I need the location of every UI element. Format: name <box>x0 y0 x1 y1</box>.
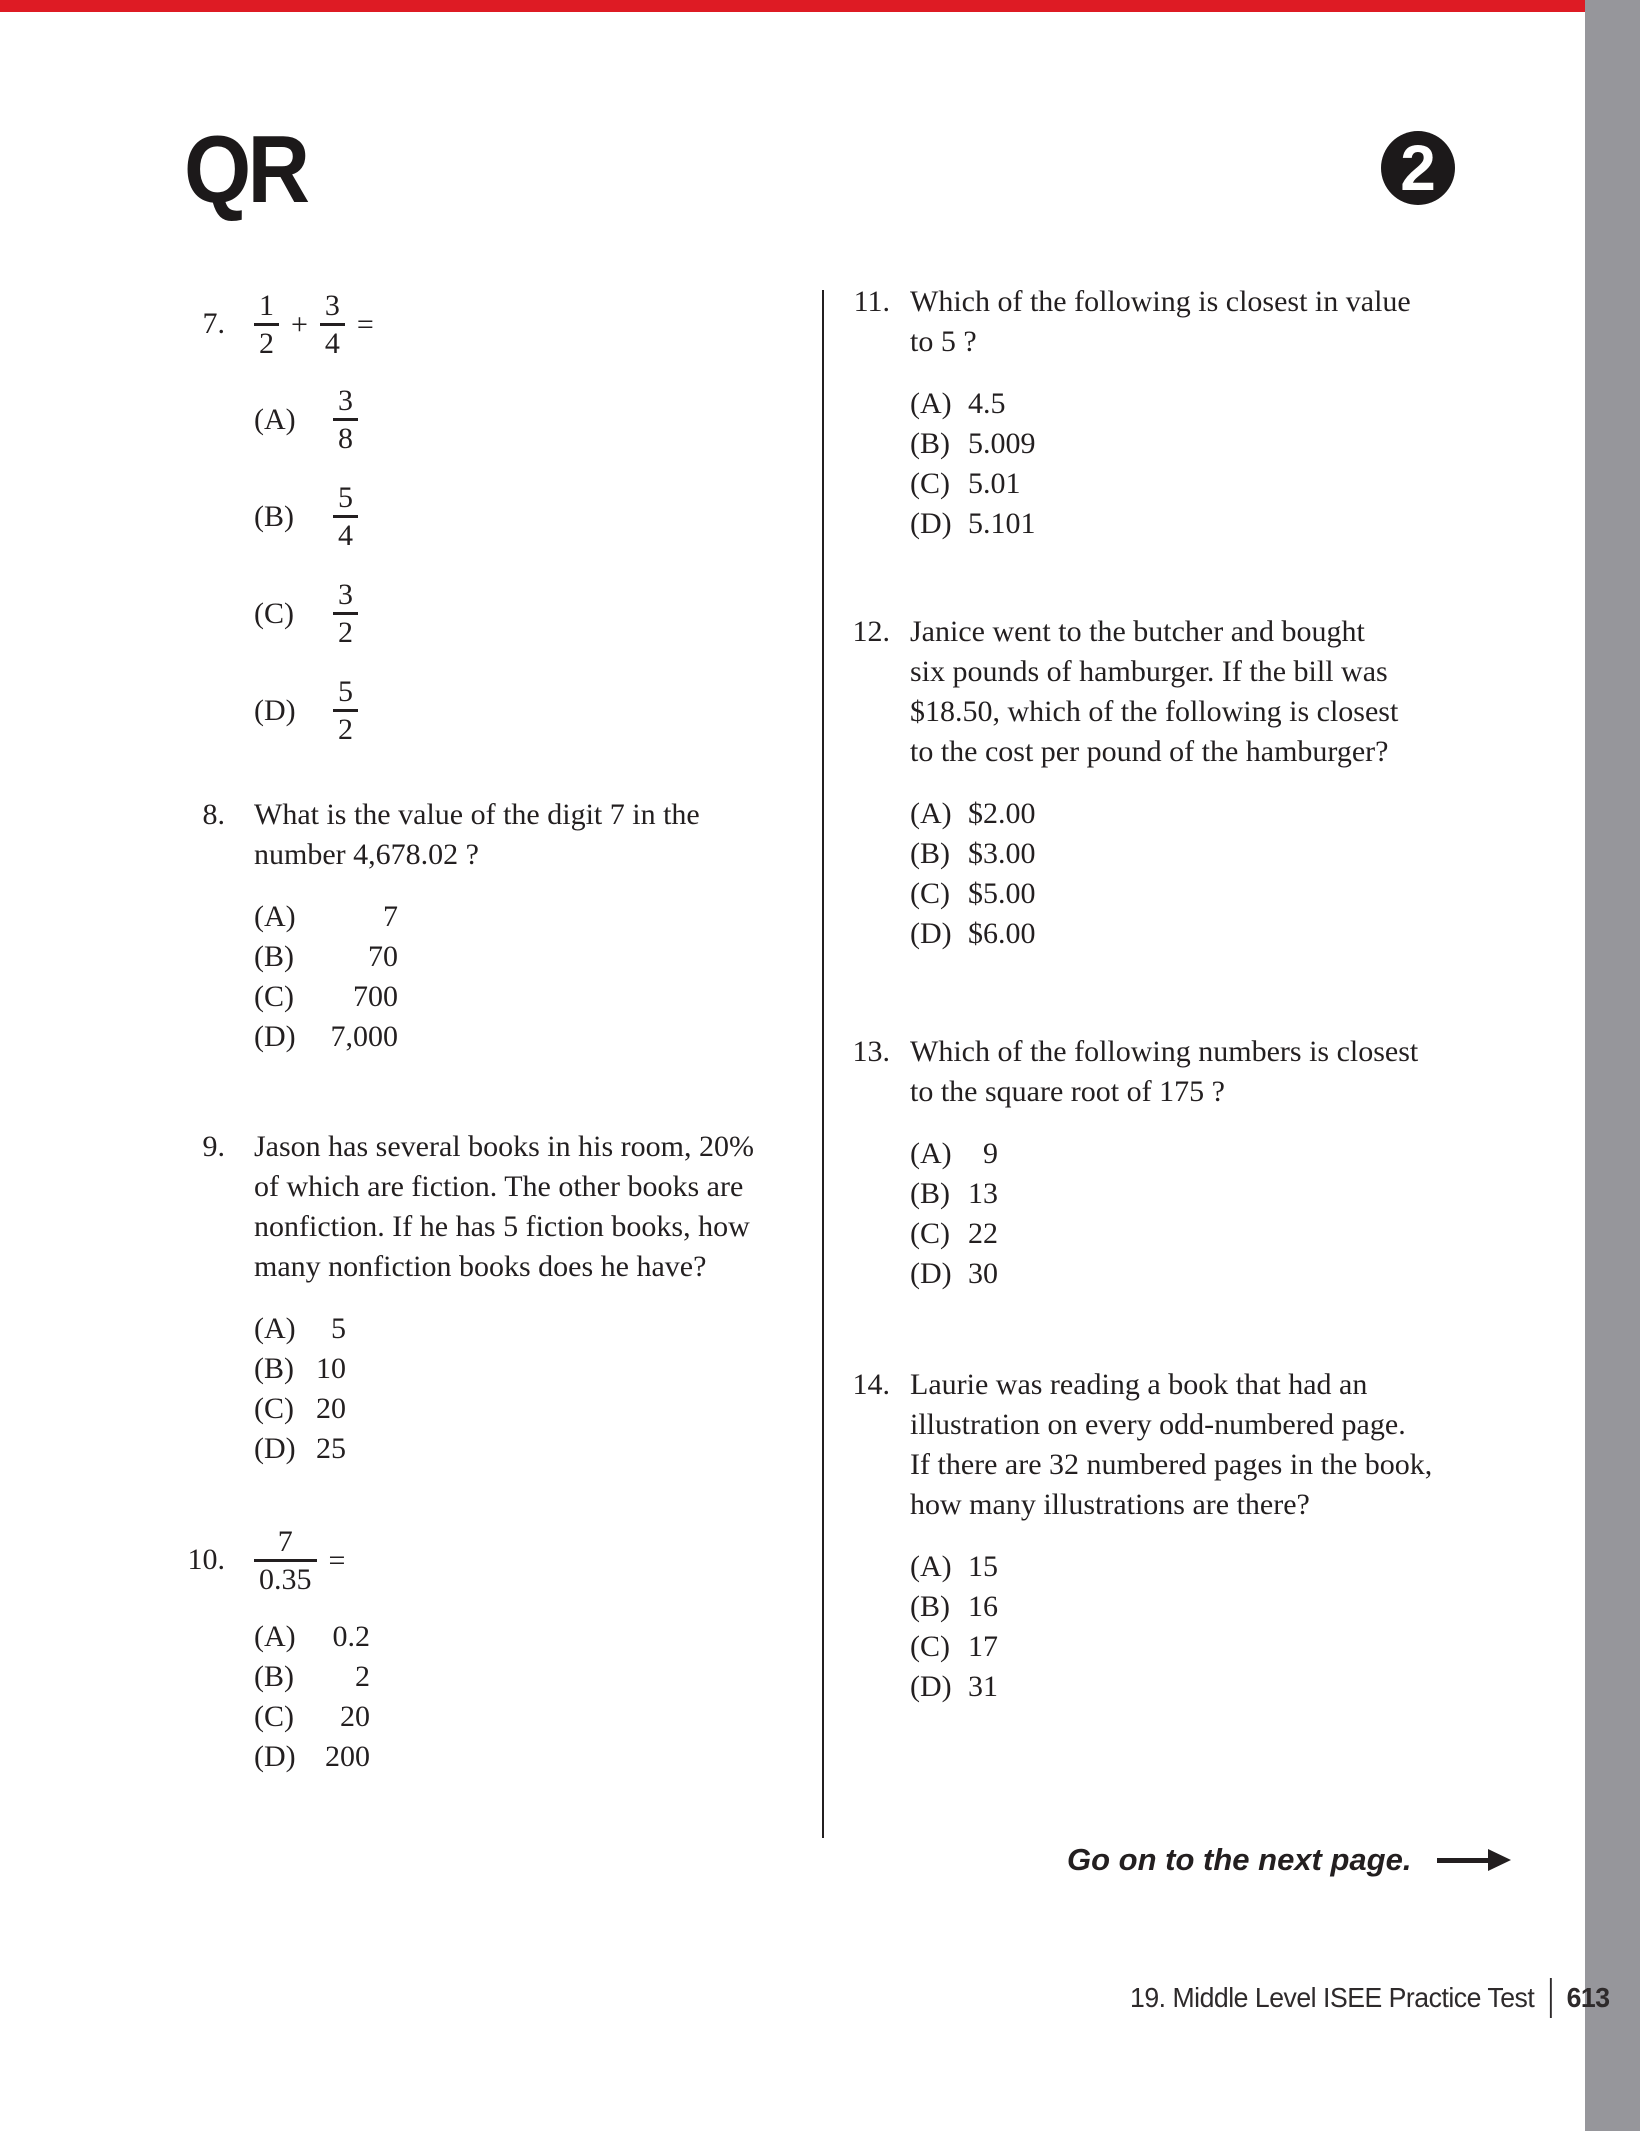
numerator: 7 <box>277 1525 293 1558</box>
option-value: 700 <box>353 980 398 1013</box>
option-letter: (B) <box>910 427 950 460</box>
question-11 <box>836 282 1536 544</box>
answer-option <box>254 1657 370 1697</box>
option-letter: (D) <box>910 507 952 540</box>
option-value: $3.00 <box>968 837 1036 870</box>
option-value: 22 <box>968 1217 998 1250</box>
option-letter: (C) <box>910 467 950 500</box>
answer-option <box>910 1134 1418 1174</box>
answer-option <box>254 897 700 937</box>
text-line: Laurie was reading a book that had an <box>910 1368 1368 1401</box>
numerator: 5 <box>338 481 353 514</box>
question-number: 8. <box>202 798 225 831</box>
question-text <box>910 1032 1418 1112</box>
text-line: Which of the following numbers is closest <box>910 1035 1419 1068</box>
denominator: 2 <box>254 323 279 359</box>
question-13 <box>836 1032 1536 1294</box>
option-value: 15 <box>968 1550 998 1583</box>
question-9 <box>167 1127 815 1469</box>
answer-option <box>910 1667 1432 1707</box>
option-letter: (B) <box>910 837 950 870</box>
option-value: 16 <box>968 1590 998 1623</box>
question-text <box>910 1365 1432 1525</box>
page-number: 613 <box>1566 1982 1610 2013</box>
answer-option <box>254 385 376 454</box>
option-letter: (C) <box>254 980 294 1013</box>
text-line: $18.50, which of the following is closest <box>910 695 1399 728</box>
option-value: 17 <box>968 1630 998 1663</box>
option-value: 10 <box>316 1352 346 1385</box>
answer-options <box>910 1547 1432 1707</box>
question-7 <box>167 290 815 773</box>
answer-options <box>910 384 1411 544</box>
text-line: to 5 ? <box>910 325 977 358</box>
answer-options <box>254 1617 370 1777</box>
top-accent-bar <box>0 0 1585 12</box>
equals-sign: = <box>356 307 374 341</box>
footer-divider <box>1549 1978 1551 2018</box>
question-number: 10. <box>187 1543 225 1576</box>
text-line: six pounds of hamburger. If the bill was <box>910 655 1388 688</box>
numerator: 3 <box>338 384 353 417</box>
option-letter: (C) <box>254 1700 294 1733</box>
option-letter: (B) <box>254 1660 294 1693</box>
question-number: 13. <box>852 1035 890 1068</box>
numerator: 3 <box>338 578 353 611</box>
fraction <box>254 1526 317 1595</box>
text-line: many nonfiction books does he have? <box>254 1250 707 1283</box>
denominator: 8 <box>333 418 358 454</box>
answer-options <box>254 385 376 745</box>
answer-option <box>254 676 376 745</box>
section-number: 2 <box>1400 132 1436 204</box>
question-text <box>910 282 1411 362</box>
text-line: What is the value of the digit 7 in the <box>254 798 700 831</box>
answer-option <box>910 914 1398 954</box>
option-letter: (A) <box>910 387 952 420</box>
text-line: Janice went to the butcher and bought <box>910 615 1365 648</box>
answer-option <box>254 937 700 977</box>
text-line: to the cost per pound of the hamburger? <box>910 735 1389 768</box>
answer-option <box>910 504 1411 544</box>
answer-option <box>910 384 1411 424</box>
option-value: 0.2 <box>332 1620 370 1653</box>
fraction <box>333 482 358 551</box>
text-line: nonfiction. If he has 5 fiction books, how <box>254 1210 750 1243</box>
answer-option <box>910 794 1398 834</box>
option-letter: (A) <box>254 1620 296 1653</box>
option-letter: (D) <box>254 1432 296 1465</box>
option-value: $2.00 <box>968 797 1036 830</box>
option-letter: (C) <box>254 596 294 630</box>
option-letter: (A) <box>254 900 296 933</box>
option-letter: (D) <box>910 1257 952 1290</box>
option-letter: (A) <box>254 402 296 436</box>
denominator: 4 <box>320 323 345 359</box>
denominator: 2 <box>333 612 358 648</box>
option-letter: (C) <box>910 1217 950 1250</box>
option-value: 2 <box>355 1660 370 1693</box>
answer-option <box>254 1697 370 1737</box>
plus-operator: + <box>291 307 308 341</box>
answer-option <box>254 1429 754 1469</box>
book-reference: 19. Middle Level ISEE Practice Test <box>1130 1982 1535 2013</box>
equation <box>254 290 376 359</box>
option-value: $6.00 <box>968 917 1036 950</box>
option-letter: (D) <box>910 917 952 950</box>
option-value: 13 <box>968 1177 998 1210</box>
option-value: 5 <box>331 1312 346 1345</box>
question-text <box>254 795 700 875</box>
option-value: 20 <box>316 1392 346 1425</box>
section-label: QR <box>184 116 307 223</box>
option-letter: (B) <box>910 1177 950 1210</box>
option-value: 4.5 <box>968 387 1006 420</box>
fraction <box>254 290 279 359</box>
answer-option <box>910 424 1411 464</box>
text-line: Jason has several books in his room, 20% <box>254 1130 754 1163</box>
column-divider <box>822 290 824 1838</box>
answer-option <box>254 1737 370 1777</box>
question-number: 9. <box>202 1130 225 1163</box>
answer-option <box>910 1174 1418 1214</box>
answer-option <box>254 1309 754 1349</box>
answer-options <box>910 794 1398 954</box>
answer-option <box>254 1349 754 1389</box>
text-line: If there are 32 numbered pages in the book, <box>910 1448 1433 1481</box>
question-8 <box>167 795 815 1057</box>
option-letter: (A) <box>910 797 952 830</box>
right-edge-bar <box>1585 0 1640 2131</box>
text-line: how many illustrations are there? <box>910 1488 1310 1521</box>
option-value: 30 <box>968 1257 998 1290</box>
equals-sign: = <box>328 1543 346 1577</box>
option-letter: (D) <box>254 693 296 727</box>
fraction <box>333 676 358 745</box>
option-letter: (B) <box>254 1352 294 1385</box>
option-value: 7,000 <box>330 1020 398 1053</box>
next-page-arrow-icon <box>1437 1858 1489 1863</box>
option-letter: (D) <box>254 1740 296 1773</box>
option-letter: (A) <box>254 1312 296 1345</box>
question-12 <box>836 612 1536 954</box>
numerator: 5 <box>338 675 353 708</box>
question-number: 11. <box>853 285 890 318</box>
option-value: 5.01 <box>968 467 1021 500</box>
question-10 <box>167 1526 815 1777</box>
page-footer <box>1130 1978 1610 2018</box>
option-letter: (D) <box>910 1670 952 1703</box>
answer-options <box>910 1134 1418 1294</box>
option-letter: (B) <box>254 940 294 973</box>
answer-option <box>910 1587 1432 1627</box>
option-value: 5.009 <box>968 427 1036 460</box>
answer-option <box>910 464 1411 504</box>
option-value: 31 <box>968 1670 998 1703</box>
answer-option <box>254 1017 700 1057</box>
answer-options <box>254 1309 754 1469</box>
option-letter: (B) <box>910 1590 950 1623</box>
answer-option <box>254 1389 754 1429</box>
denominator: 0.35 <box>254 1559 317 1595</box>
section-number-badge <box>1381 131 1455 205</box>
option-letter: (C) <box>254 1392 294 1425</box>
answer-option <box>910 1214 1418 1254</box>
answer-option <box>910 874 1398 914</box>
answer-options <box>254 897 700 1057</box>
answer-option <box>910 1627 1432 1667</box>
option-value: 7 <box>383 900 398 933</box>
answer-option <box>910 1254 1418 1294</box>
question-14 <box>836 1365 1536 1707</box>
answer-option <box>254 579 376 648</box>
go-on-line <box>1067 1842 1511 1878</box>
option-letter: (A) <box>910 1550 952 1583</box>
fraction <box>333 579 358 648</box>
equation <box>254 1526 370 1595</box>
answer-option <box>910 1547 1432 1587</box>
question-number: 12. <box>852 615 890 648</box>
text-line: of which are fiction. The other books are <box>254 1170 744 1203</box>
answer-option <box>254 1617 370 1657</box>
option-letter: (C) <box>910 877 950 910</box>
fraction <box>320 290 345 359</box>
option-value: 5.101 <box>968 507 1036 540</box>
option-letter: (A) <box>910 1137 952 1170</box>
text-line: Which of the following is closest in value <box>910 285 1411 318</box>
option-letter: (C) <box>910 1630 950 1663</box>
option-value: 200 <box>325 1740 370 1773</box>
option-value: 9 <box>983 1137 998 1170</box>
option-value: 70 <box>368 940 398 973</box>
denominator: 4 <box>333 515 358 551</box>
text-line: illustration on every odd-numbered page. <box>910 1408 1406 1441</box>
option-letter: (B) <box>254 499 294 533</box>
question-text <box>254 1127 754 1287</box>
text-line: to the square root of 175 ? <box>910 1075 1225 1108</box>
question-number: 7. <box>202 307 225 340</box>
numerator: 1 <box>259 289 274 322</box>
option-value: 25 <box>316 1432 346 1465</box>
text-line: number 4,678.02 ? <box>254 838 479 871</box>
answer-option <box>910 834 1398 874</box>
option-letter: (D) <box>254 1020 296 1053</box>
answer-option <box>254 977 700 1017</box>
numerator: 3 <box>324 289 340 322</box>
option-value: $5.00 <box>968 877 1036 910</box>
answer-option <box>254 482 376 551</box>
fraction <box>333 385 358 454</box>
denominator: 2 <box>333 709 358 745</box>
question-text <box>910 612 1398 772</box>
go-on-text: Go on to the next page. <box>1067 1842 1412 1877</box>
option-value: 20 <box>340 1700 370 1733</box>
question-number: 14. <box>852 1368 890 1401</box>
